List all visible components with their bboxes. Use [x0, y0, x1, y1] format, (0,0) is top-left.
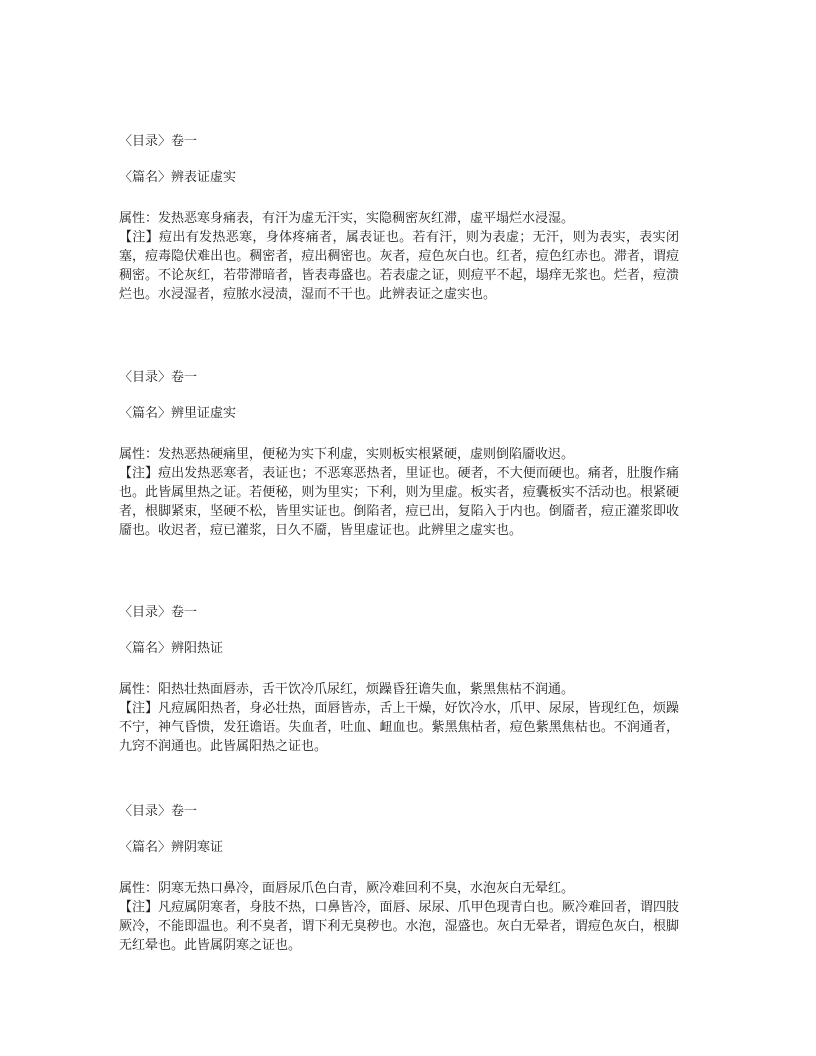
section-body — [119, 209, 679, 304]
section-title: 〈篇名〉辨表证虚实 — [119, 170, 237, 185]
commentary-note: 【注】痘出发热恶寒者，表证也；不恶寒恶热者，里证也。硬者，不大便而硬也。痛者，肚腹作痛也。此皆属里热之证。若便秘，则为里实；下利，则为里虚。板实者，痘囊板实不活动也。根紧硬者，根脚紧束，坚硬不松，皆里实证也。倒陷者，痘已出，复陷入于内也。倒靥者，痘正灌浆即收靥也。收迟者，痘已灌浆，日久不靥，皆里虚证也。此辨里之虚实也。 — [119, 466, 679, 538]
section-title: 〈篇名〉辨里证虚实 — [119, 406, 237, 421]
commentary-note: 【注】凡痘属阴寒者，身肢不热，口鼻皆冷，面唇、尿尿、爪甲色现青白也。厥冷难回者，谓四肢厥冷，不能即温也。利不臭者，谓下利无臭秽也。水泡，湿盛也。灰白无晕者，谓痘色灰白，根脚无红晕也。此皆属阴寒之证也。 — [119, 900, 679, 953]
toc-line: 〈目录〉卷一 — [119, 605, 198, 620]
attribute-verse: 属性：阳热壮热面唇赤，舌干饮冷爪尿红，烦躁昏狂谵失血，紫黑焦枯不润通。 — [119, 682, 575, 697]
attribute-verse: 属性：发热恶寒身痛表，有汗为虚无汗实，实隐稠密灰红滞，虚平塌烂水浸湿。 — [119, 211, 575, 226]
commentary-note: 【注】凡痘属阳热者，身必壮热，面唇皆赤，舌上干燥，好饮冷水，爪甲、尿尿，皆现红色，烦躁不宁，神气昏愦，发狂谵语。失血者，吐血、衄血也。紫黑焦枯者，痘色紫黑焦枯也。不润通者，九窍不润通也。此皆属阳热之证也。 — [119, 701, 679, 754]
toc-line: 〈目录〉卷一 — [119, 804, 198, 819]
section-title: 〈篇名〉辨阳热证 — [119, 641, 224, 656]
attribute-verse: 属性：阴寒无热口鼻冷，面唇尿爪色白青，厥冷难回利不臭，水泡灰白无晕红。 — [119, 881, 575, 896]
commentary-note: 【注】痘出有发热恶寒，身体疼痛者，属表证也。若有汗，则为表虚；无汗，则为表实，表实闭塞，痘毒隐伏难出也。稠密者，痘出稠密也。灰者，痘色灰白也。红者，痘色红赤也。滞者，谓痘稠密。不论灰红，若带滞暗者，皆表毒盛也。若表虚之证，则痘平不起，塌痒无浆也。烂者，痘溃烂也。水浸湿者，痘脓水浸渍，湿而不干也。此辨表证之虚实也。 — [119, 230, 679, 302]
section-body — [119, 680, 679, 756]
section-title: 〈篇名〉辨阴寒证 — [119, 840, 224, 855]
section-body — [119, 879, 679, 955]
toc-line: 〈目录〉卷一 — [119, 134, 198, 149]
section-body — [119, 445, 679, 540]
attribute-verse: 属性：发热恶热硬痛里，便秘为实下利虚，实则板实根紧硬，虚则倒陷靥收迟。 — [119, 447, 575, 462]
toc-line: 〈目录〉卷一 — [119, 370, 198, 385]
